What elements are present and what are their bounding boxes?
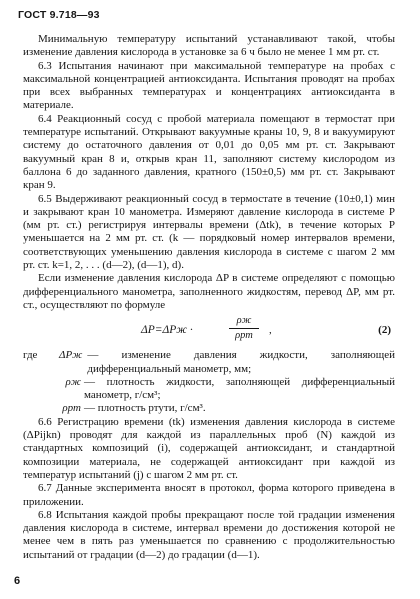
definition-row <box>23 349 395 376</box>
paragraph-6-4: 6.4 Реакционный сосуд с пробой материала помещают в термостат при температуре испытаний. Открывают вакуумные краны 10, 9, 8 и вакуумируют систему до остаточного давления от 0,01 до 0,05 мм рт. ст. Закрывают вакуумный кран 8 и, открыв кран 11, заполняют систему кислородом из баллона 6 до заданного давления, кратного (150±0,5) мм рт. ст. Закрывают кран 9. <box>23 112 395 192</box>
definition-row <box>23 402 395 415</box>
definition-symbol: ρрт <box>62 402 81 415</box>
formula-comma: , <box>269 324 272 337</box>
paragraph-6-7: 6.7 Данные эксперимента вносят в протокол, форма которого приведена в приложении. <box>23 482 395 508</box>
definition-symbol: ΔPж <box>59 349 83 362</box>
formula-2 <box>23 314 395 348</box>
formula-lhs: ΔP=ΔPж · <box>141 324 193 337</box>
paragraph-6-3: 6.3 Испытания начинают при максимальной температуре на пробах с максимальной концентрацией антиоксиданта. Испытания проводят на пробах при всех выбранных температурах и концентрациях антиоксиданта в материале. <box>23 59 395 112</box>
paragraph-6-5: 6.5 Выдерживают реакционный сосуд в термостате в течение (10±0,1) мин и закрывают кран 10 манометра. Измеряют давление кислорода в системе P (мм рт. ст.) регистрируя интервалы времени (Δtk), в течение которых P уменьшается на 2 мм рт. ст. (k — порядковый номер интервалов времени, соответствующих уменьшению давления кислорода в системе с шагом 2 мм рт. ст. k=1, 2, . . . (d—2), (d—1), d). <box>23 192 395 272</box>
page-number: 6 <box>14 575 21 587</box>
definitions-lead: где <box>23 349 38 362</box>
formula-numerator: ρж <box>229 315 259 329</box>
definition-symbol: ρж <box>65 375 81 388</box>
document-body <box>23 33 395 562</box>
formula-number: (2) <box>378 324 391 337</box>
paragraph-pressure-conversion: Если изменение давления кислорода ΔP в системе определяют с помощью дифференциального манометра, заполненного жидкостям, перевод ΔP, мм рт. ст., осуществляют по формуле <box>23 272 395 311</box>
formula-denominator: ρрт <box>235 330 253 342</box>
paragraph-6-8: 6.8 Испытания каждой пробы прекращают после той градации изменения давления кислорода в системе, интервал времени до достижения которой не менее чем в пять раз уменьшается по сравнению с продолжительностью испытаний от градации (d—2) до градации (d—1). <box>23 508 395 561</box>
definition-text: — плотность жидкости, заполняющей дифференциальный манометр, г/см³; <box>84 375 395 402</box>
definition-text: — плотность ртути, г/см³. <box>84 402 206 415</box>
formula-definitions <box>23 349 395 415</box>
document-code: ГОСТ 9.718—93 <box>18 9 100 21</box>
definition-text: — изменение давления жидкости, заполняющей дифференциальный манометр, мм; <box>87 349 395 375</box>
formula-fraction <box>229 315 259 342</box>
definition-row <box>23 376 395 403</box>
paragraph-min-temperature: Минимальную температуру испытаний устанавливают такой, чтобы изменение давления кислорода в установке за 6 ч было не менее 1 мм рт. ст. <box>23 33 395 59</box>
paragraph-6-6: 6.6 Регистрацию времени (tk) изменения давления кислорода в системе (ΔPijkn) проводят для каждой из параллельных проб (N) каждой из стандартных композиций (i), содержащей антиоксидант, и стандартной композиции материала, не содержащей антиоксидант при каждой из температур испытаний (j) с шагом 2 мм рт. ст. <box>23 415 395 481</box>
